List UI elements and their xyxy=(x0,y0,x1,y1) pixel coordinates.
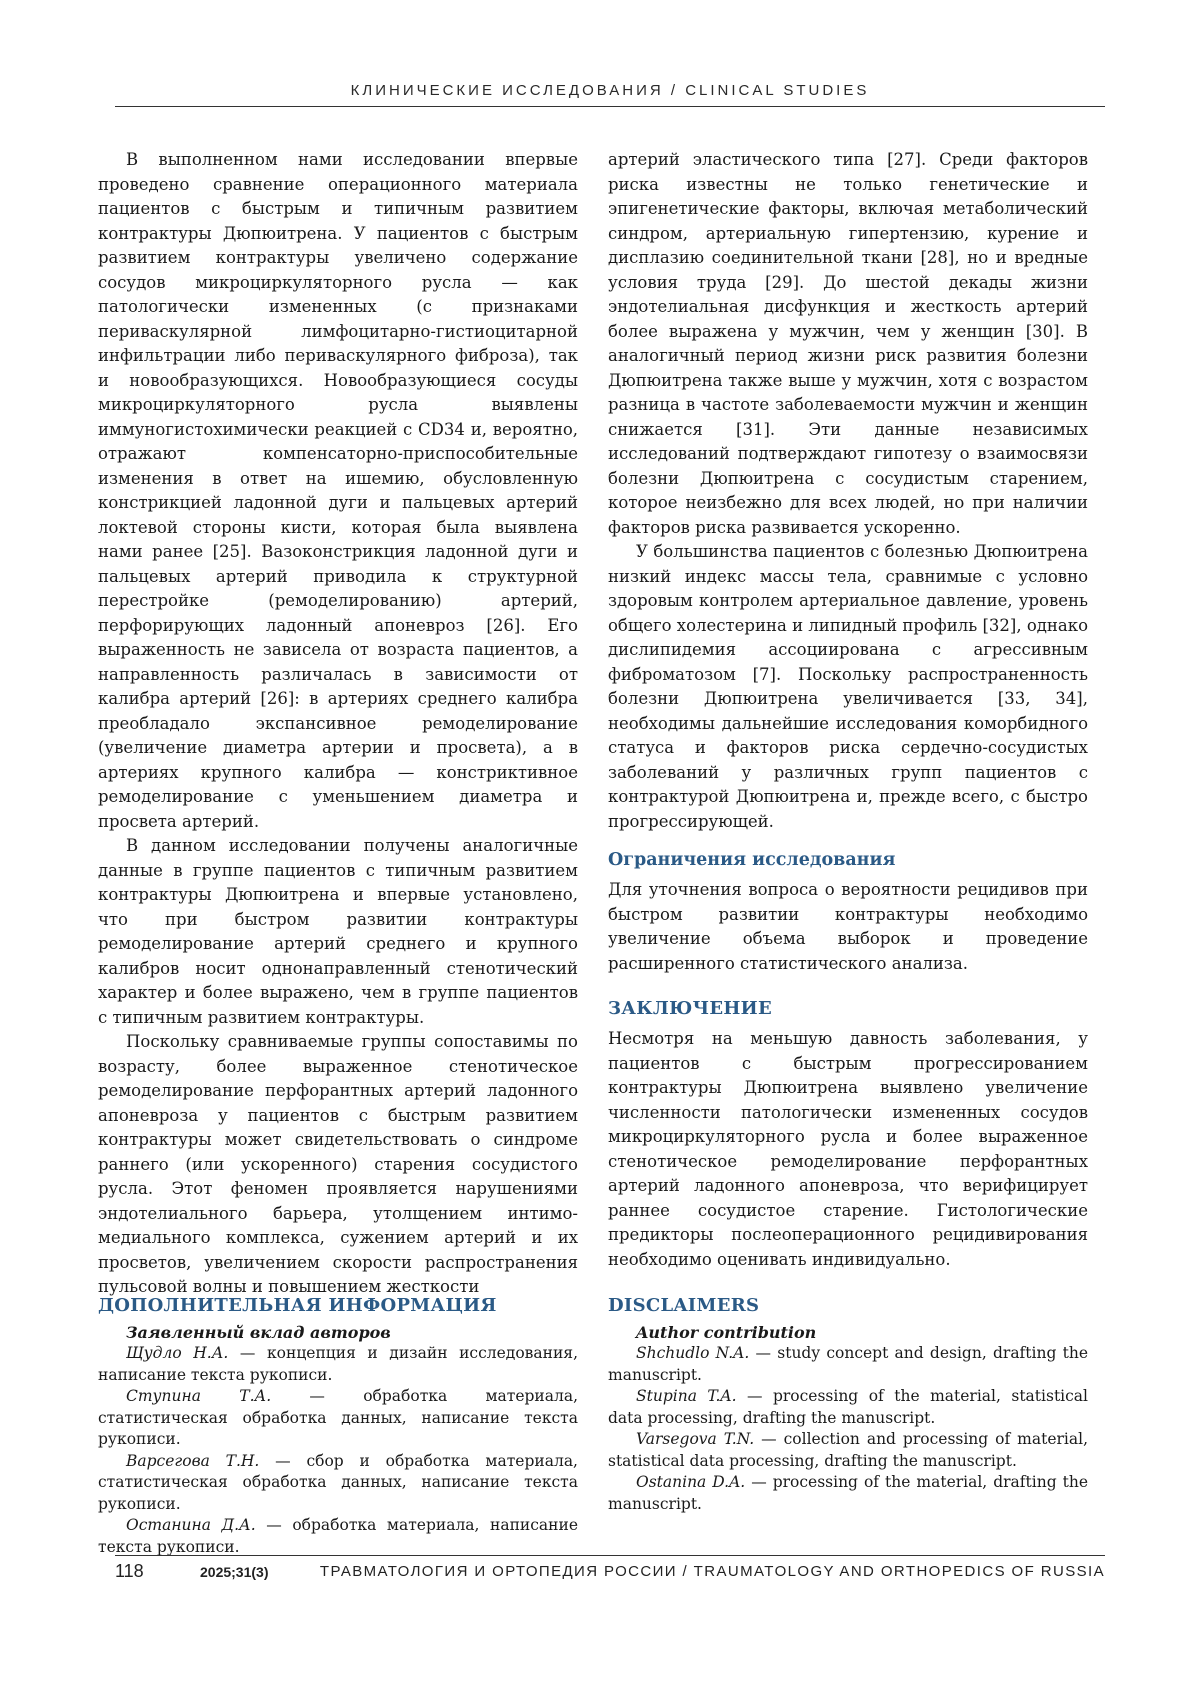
author-name: Варсегова Т.Н. xyxy=(126,1451,260,1470)
right-text-column xyxy=(608,148,1088,1272)
author-name: Stupina T.A. xyxy=(636,1387,737,1405)
author-name: Ступина Т.А. xyxy=(126,1387,272,1405)
conclusion-heading: ЗАКЛЮЧЕНИЕ xyxy=(608,998,772,1019)
author-entry xyxy=(98,1386,578,1451)
author-name: Ostanina D.A. xyxy=(636,1473,746,1491)
author-role: — обработка материала, статистическая обработка данных, написание текста рукописи. xyxy=(98,1387,579,1448)
author-contribution-heading: Заявленный вклад авторов xyxy=(126,1323,391,1342)
author-role: — сбор и обработка материала, статистическая обработка данных, написание текста рукописи. xyxy=(98,1451,578,1513)
footer-rule xyxy=(115,1555,1105,1556)
left-text-column xyxy=(98,148,578,1300)
author-role: — study concept and design, drafting the manuscript. xyxy=(608,1344,1088,1384)
additional-info-ru xyxy=(98,1295,578,1558)
author-name: Щудло Н.А. xyxy=(126,1344,229,1362)
author-name: Shchudlo N.A. xyxy=(636,1344,750,1362)
author-name: Varsegova T.N. xyxy=(636,1430,755,1448)
author-entry xyxy=(98,1515,578,1558)
additional-info-heading: ДОПОЛНИТЕЛЬНАЯ ИНФОРМАЦИЯ xyxy=(98,1295,497,1316)
author-entry xyxy=(608,1429,1088,1472)
body-paragraph: Поскольку сравниваемые группы сопоставимы по возрасту, более выраженное стенотическое ремоделирование перфорантных артерий ладонного апоневроза у пациентов с быстрым развитием контрактуры может свидетельствовать о синдроме раннего (или ускоренного) старения сосудистого русла. Этот феномен проявляется нарушениями эндотелиального барьера, утолщением интимо-медиального комплекса, сужением артерий и их просветов, увеличением скорости распространения пульсовой волны и повышением жесткости xyxy=(98,1032,578,1296)
author-role: — processing of the material, drafting the manuscript. xyxy=(608,1473,1088,1513)
author-entry xyxy=(608,1343,1088,1386)
issue-label: 2025;31(3) xyxy=(200,1564,269,1580)
author-contribution-heading: Author contribution xyxy=(636,1323,817,1342)
body-paragraph: В выполненном нами исследовании впервые проведено сравнение операционного материала пациентов с быстрым и типичным развитием контрактуры Дюпюитрена. У пациентов с быстрым развитием контрактуры увеличено содержание сосудов микроциркуляторного русла — как патологически измененных (с признаками периваскулярной лимфоцитарно-гистиоцитарной инфильтрации либо периваскулярного фиброза), так и новообразующихся. Новообразующиеся сосуды микроциркуляторного русла выявлены иммуногистохимически реакцией с CD34 и, вероятно, отражают компенсаторно-приспособительные изменения в ответ на ишемию, обусловленную констрикцией ладонной дуги и пальцевых артерий локтевой стороны кисти, которая была выявлена нами ранее [25]. Вазоконстрикция ладонной дуги и пальцевых артерий приводила к структурной перестройке (ремоделированию) артерий, перфорирующих ладонный апоневроз [26]. Его выраженность не зависела от возраста пациентов, а направленность различалась в зависимости от калибра артерий [26]: в артериях среднего калибра преобладало экспансивное ремоделирование (увеличение диаметра артерии и просвета), а в артериях крупного калибра — констриктивное ремоделирование с уменьшением диаметра и просвета артерий. xyxy=(98,150,578,831)
additional-info-en xyxy=(608,1295,1088,1515)
author-role: — концепция и дизайн исследования, написание текста рукописи. xyxy=(98,1344,578,1384)
author-name: Останина Д.А. xyxy=(126,1516,256,1534)
author-role: — processing of the material, statistical data processing, drafting the manuscript. xyxy=(608,1387,1089,1427)
author-role: — collection and processing of material, statistical data processing, drafting the manuscript. xyxy=(608,1430,1088,1470)
body-paragraph: У большинства пациентов с болезнью Дюпюитрена низкий индекс массы тела, сравнимые с условно здоровым контролем артериальное давление, уровень общего холестерина и липидный профиль [32], однако дислипидемия ассоциирована с агрессивным фиброматозом [7]. Поскольку распространенность болезни Дюпюитрена увеличивается [33, 34], необходимы дальнейшие исследования коморбидного статуса и факторов риска сердечно-сосудистых заболеваний у различных групп пациентов с контрактурой Дюпюитрена и, прежде всего, с быстро прогрессирующей. xyxy=(608,542,1088,831)
author-entry xyxy=(608,1472,1088,1515)
author-role: — обработка материала, написание текста рукописи. xyxy=(98,1516,579,1556)
disclaimers-heading: DISCLAIMERS xyxy=(608,1295,760,1316)
page-number: 118 xyxy=(115,1561,144,1581)
conclusion-paragraph: Несмотря на меньшую давность заболевания, у пациентов с быстрым прогрессированием контрактуры Дюпюитрена выявлено увеличение численности патологически измененных сосудов микроциркуляторного русла и более выраженное стенотическое ремоделирование перфорантных артерий ладонного апоневроза, что верифицирует раннее сосудистое старение. Гистологические предикторы послеоперационного рецидивирования необходимо оценивать индивидуально. xyxy=(608,1029,1088,1269)
author-entry xyxy=(98,1343,578,1386)
body-paragraph: В данном исследовании получены аналогичные данные в группе пациентов с типичным развитием контрактуры Дюпюитрена и впервые установлено, что при быстром развитии контрактуры ремоделирование артерий среднего и крупного калибров носит однонаправленный стенотический характер и более выражено, чем в группе пациентов с типичным развитием контрактуры. xyxy=(98,836,578,1027)
header-rule xyxy=(115,106,1105,107)
running-title: КЛИНИЧЕСКИЕ ИССЛЕДОВАНИЯ / CLINICAL STUDIES xyxy=(350,82,870,99)
body-paragraph: артерий эластического типа [27]. Среди факторов риска известны не только генетические и эпигенетические факторы, включая метаболический синдром, артериальную гипертензию, курение и дисплазию соединительной ткани [28], но и вредные условия труда [29]. До шестой декады жизни эндотелиальная дисфункция и жесткость артерий более выражена у мужчин, чем у женщин [30]. В аналогичный период жизни риск развития болезни Дюпюитрена также выше у мужчин, хотя с возрастом разница в частоте заболеваемости мужчин и женщин снижается [31]. Эти данные независимых исследований подтверждают гипотезу о взаимосвязи болезни Дюпюитрена с сосудистым старением, которое неизбежно для всех людей, но при наличии факторов риска развивается ускоренно. xyxy=(608,150,1088,537)
author-entry xyxy=(98,1451,578,1516)
limitations-heading: Ограничения исследования xyxy=(608,850,896,870)
author-entry xyxy=(608,1386,1088,1429)
journal-title: ТРАВМАТОЛОГИЯ И ОРТОПЕДИЯ РОССИИ / TRAUMATOLOGY AND ORTHOPEDICS OF RUSSIA xyxy=(319,1563,1105,1580)
limitations-paragraph: Для уточнения вопроса о вероятности рецидивов при быстром развитии контрактуры необходимо увеличение объема выборок и проведение расширенного статистического анализа. xyxy=(608,880,1088,973)
